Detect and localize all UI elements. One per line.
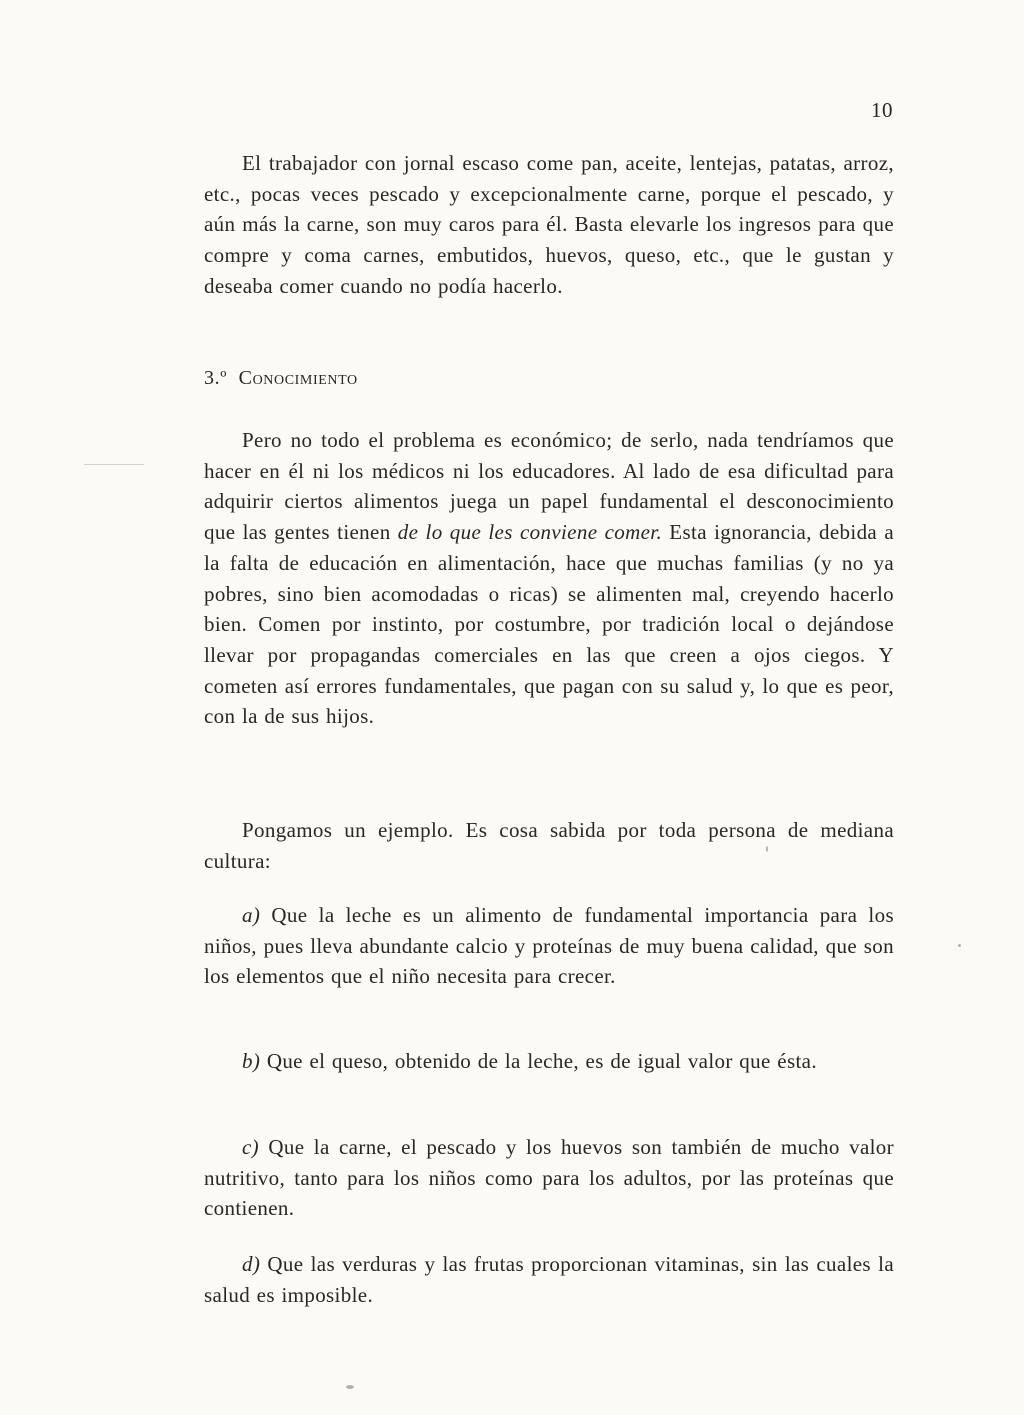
list-item-letter: d)	[242, 1252, 261, 1276]
paragraph-knowledge-part1: Pero no todo el problema es económico; de serlo, nada tendríamos que hacer en él ni los médicos ni los educadores. Al lado de esa dificultad para adquirir ciertos alimentos juega un papel fundamental el desconocimiento que las gentes tienen	[204, 428, 894, 545]
list-item-text: Que el queso, obtenido de la leche, es de igual valor que ésta.	[266, 1049, 817, 1073]
list-item-text: Que la carne, el pescado y los huevos son también de mucho valor nutritivo, tanto para los niños como para los adultos, por las proteínas que contienen.	[204, 1135, 894, 1221]
list-item-letter: c)	[242, 1135, 260, 1159]
list-item-d	[204, 1249, 894, 1310]
section-heading	[204, 367, 358, 390]
list-item-a	[204, 900, 894, 992]
list-item-b	[204, 1046, 894, 1077]
list-item-c	[204, 1132, 894, 1224]
section-number: 3.º	[204, 367, 228, 389]
paragraph-knowledge-part2: Esta ignorancia, debida a la falta de educación en alimentación, hace que muchas familias (y no ya pobres, sino bien acomodadas o ricas) se alimenten mal, creyendo hacerlo bien. Comen por instinto, por costumbre, por tradición local o dejándose llevar por propagandas comerciales en las que creen a ojos ciegos. Y cometen así errores fundamentales, que pagan con su salud y, lo que es peor, con la de sus hijos.	[204, 520, 894, 729]
paragraph-worker-diet: El trabajador con jornal escaso come pan, aceite, lentejas, patatas, arroz, etc., pocas veces pescado y excepcionalmente carne, porque el pescado, y aún más la carne, son muy caros para él. Basta elevarle los ingresos para que compre y coma carnes, embutidos, huevos, queso, etc., que le gustan y deseaba comer cuando no podía hacerlo.	[204, 151, 894, 298]
paragraph-knowledge	[204, 425, 894, 732]
scan-artifact-line	[84, 464, 144, 465]
section-title: Conocimiento	[238, 367, 358, 389]
page-number: 10	[871, 98, 893, 122]
paragraph-knowledge-emphasis: de lo que les conviene comer.	[397, 520, 663, 545]
scan-speck	[766, 846, 768, 852]
scan-speck	[346, 1385, 354, 1389]
scan-speck	[958, 944, 961, 947]
list-item-letter: b)	[242, 1049, 261, 1073]
paragraph-example-intro: Pongamos un ejemplo. Es cosa sabida por toda persona de mediana cultura:	[204, 818, 894, 873]
list-item-text: Que las verduras y las frutas proporcionan vitaminas, sin las cuales la salud es imposible.	[204, 1252, 894, 1307]
list-item-text: Que la leche es un alimento de fundamental importancia para los niños, pues lleva abundante calcio y proteínas de muy buena calidad, que son los elementos que el niño necesita para crecer.	[204, 903, 894, 989]
list-item-letter: a)	[242, 903, 261, 927]
